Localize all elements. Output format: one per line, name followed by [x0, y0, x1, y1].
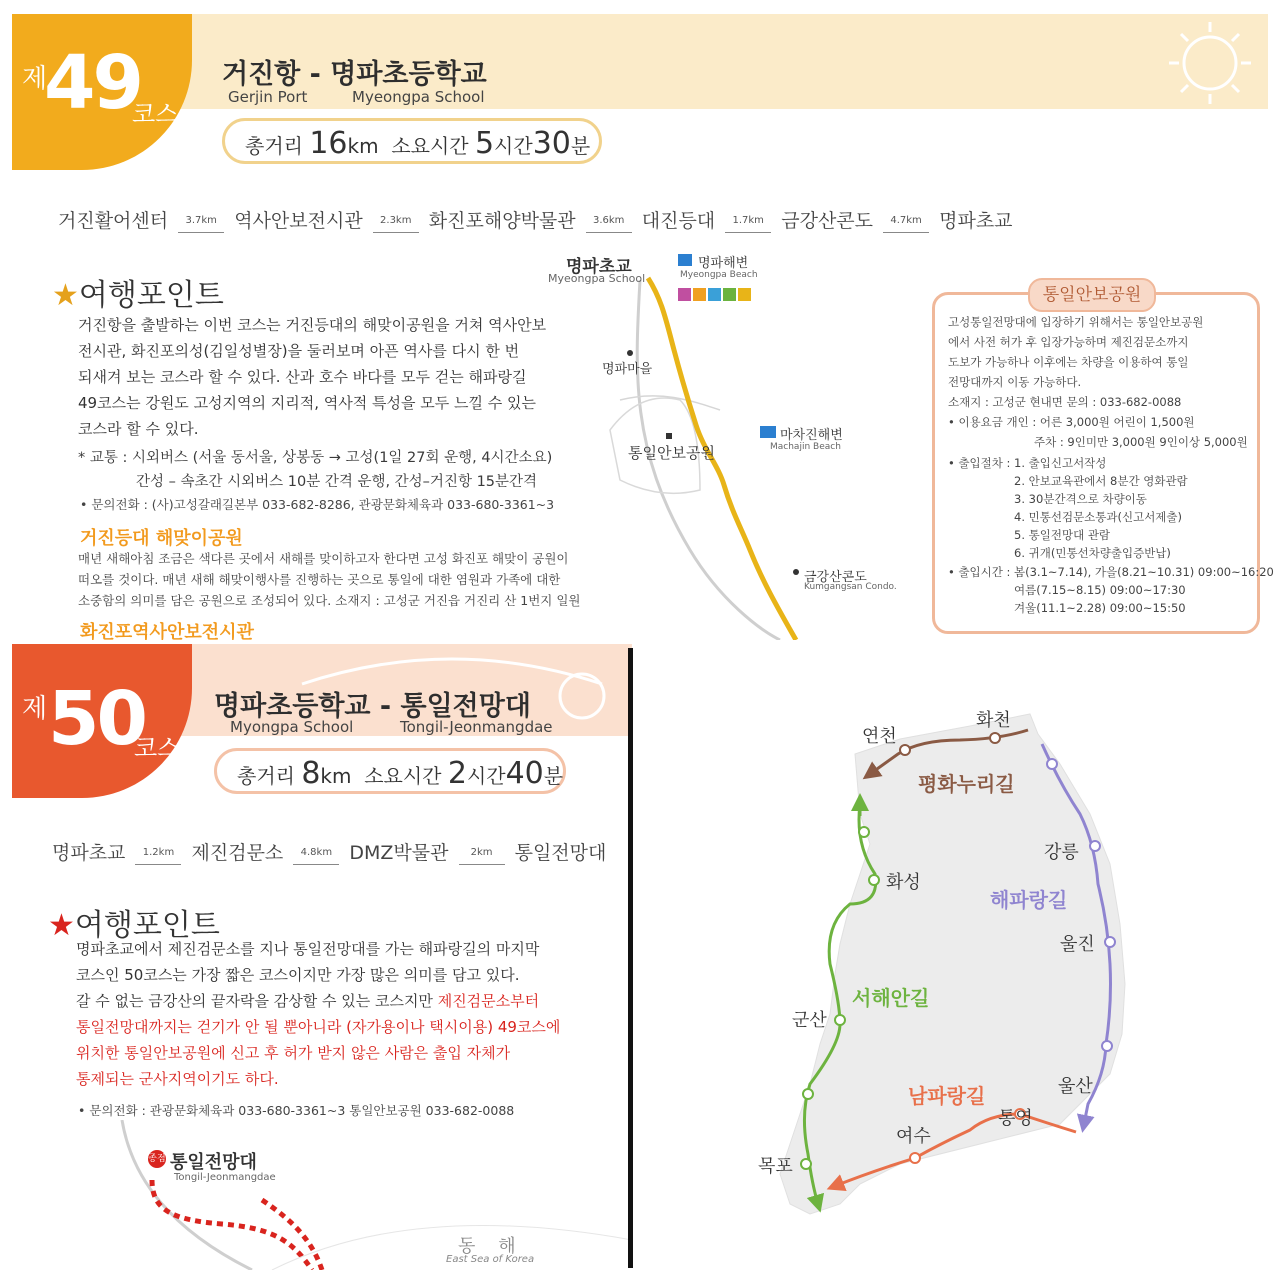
distance-label: 총거리: [245, 134, 303, 158]
time-minutes-unit: 분: [543, 764, 564, 788]
time-label: 소요시간: [391, 134, 469, 158]
contact-info: • 문의전화 : (사)고성갈래길본부 033-682-8286, 관광문화체육과 033-680-3361~3: [80, 497, 555, 512]
time-minutes-unit: 분: [570, 134, 591, 158]
map-park-label: 통일안보공원: [628, 444, 715, 462]
star-icon: ★: [52, 278, 79, 313]
subsection-title-2: 화진포역사안보전시관: [80, 622, 254, 640]
time-hours: 2: [447, 756, 467, 791]
place-yeoncheon: 연천: [862, 726, 897, 747]
route-distance: 3.7km: [178, 215, 224, 233]
transport-info: * 교통 : 시외버스 (서울 동서울, 상봉동 → 고성(1일 27회 운행, 4시간소요) 간성 – 속초간 시외버스 10분 간격 운행, 간성–거진항 15분간격: [78, 450, 553, 490]
place-gangneung: 강릉: [1044, 842, 1079, 863]
route-distance: 2.3km: [373, 215, 419, 233]
course-50-number: 50: [48, 676, 145, 762]
trail-stop-marker: [990, 733, 1000, 743]
trail-stop-marker: [1047, 759, 1057, 769]
map-beach-label: 명파해변: [698, 256, 749, 271]
route-distance: 4.7km: [883, 215, 929, 233]
course-50-panel: [12, 644, 632, 1270]
course-50-route: [52, 838, 606, 865]
course-49-description: 거진항을 출발하는 이번 코스는 거진등대의 해맞이공원을 거쳐 역사안보 전시관, 화진포의성(김일성별장)을 둘러보며 아픈 역사를 다시 한 번 되새겨 보는 코스라 할 수 있다. 산과 호수 바다를 모두 걷는 해파랑길 49코스는 강원도 고성지역의 지리적, 역사적 특성을 모두 느낄 수 있는 코스라 할 수 있다.: [78, 316, 547, 438]
trail-stop-marker: [910, 1153, 920, 1163]
course-49-sub-end: Myeongpa School: [352, 88, 485, 106]
subsection-text: 매년 새해아침 조금은 색다른 곳에서 새해를 맞이하고자 한다면 고성 화진포 해맞이 공원이 떠오를 것이다. 매년 새해 해맞이행사를 진행하는 곳으로 통일에 대한 염원과 가족에 대한 소중함의 의미를 담은 공원으로 조성되어 있다. 소재지 : 고성군 거진읍 거진리 산 1번지 일원: [78, 551, 581, 608]
time-hours: 5: [474, 126, 495, 161]
trail-stop-marker: [1102, 1041, 1112, 1051]
star-icon: ★: [48, 908, 75, 943]
distance-value: 16: [309, 126, 348, 161]
korea-trail-map-panel: [640, 644, 1280, 1280]
contact-info: • 문의전화 : 관광문화체육과 033-680-3361~3 통일안보공원 033-682-0088: [78, 1103, 515, 1118]
course-50-sub-start: Myongpa School: [230, 718, 354, 736]
route-stop: 명파초교: [52, 842, 126, 864]
course-50-title: 명파초등학교 - 통일전망대: [214, 691, 531, 722]
place-tongyeong: 통영: [998, 1108, 1033, 1129]
place-hwacheon: 화천: [976, 710, 1011, 731]
distance-value: 8: [301, 756, 321, 791]
info-procedure: • 출입절차 : 1. 출입신고서작성 2. 안보교육관에서 8분간 영화관람 3. 30분간격으로 차량이동 4. 민통선검문소통과(신고서제출) 5. 통일전망대 관람 6. 귀개(민통선차량출입증반납): [948, 456, 1188, 560]
trail-stop-marker: [869, 875, 879, 885]
course-50-summary: [214, 748, 566, 794]
sea-label: 동 해: [458, 1236, 516, 1257]
end-point-marker: 종점: [148, 1150, 166, 1168]
sun-icon: [1160, 18, 1260, 108]
course-49-header-band: [12, 14, 1268, 109]
route-stop: 명파초교: [939, 210, 1013, 232]
trail-stop-marker: [801, 1159, 811, 1169]
korea-map: [640, 644, 1280, 1280]
course-49-je: 제: [22, 64, 48, 94]
distance-label: 총거리: [237, 764, 295, 788]
time-minutes: 40: [505, 756, 544, 791]
panel-divider: [628, 648, 633, 1268]
beach-icon: [678, 254, 692, 266]
time-hours-unit: 시간: [494, 134, 533, 158]
travel-point-heading: ★여행포인트: [48, 908, 220, 943]
info-hours: • 출입시간 : 봄(3.1~7.14), 가을(8.21~10.31) 09:00~16:20 여름(7.15~8.15) 09:00~17:30 겨울(11.1~2.28) 09:00~15:50: [948, 565, 1274, 615]
distance-unit: km: [347, 134, 379, 158]
course-49-number: 49: [44, 40, 141, 126]
course-49-title: 거진항 - 명파초등학교: [222, 59, 487, 90]
place-ulsan: 울산: [1058, 1076, 1093, 1097]
trail-stop-marker: [1090, 841, 1100, 851]
course-50-je: 제: [22, 694, 48, 724]
map-machajin-label: 마차진해변: [780, 428, 843, 443]
course-50-description: 명파초교에서 제진검문소를 지나 통일전망대를 가는 해파랑길의 마지막 코스인 50코스는 가장 짧은 코스이지만 가장 많은 의미를 담고 있다. 갈 수 없는 금강산의 끝자락을 감상할 수 있는 코스지만 제진검문소부터 통일전망대까지는 걷기가 안 될 뿐아니라 (자가용이나 택시이용) 49코스에 위치한 통일안보공원에 신고 후 허가 받지 않은 사람은 출입 자체가 통제되는 군사지역이기도 하다.: [76, 940, 561, 1088]
map-condo-label-en: Kumgangsan Condo.: [804, 582, 897, 592]
subsection-title: 거진등대 해맞이공원: [80, 528, 243, 549]
trail-label-east: 해파랑길: [990, 888, 1068, 912]
trail-stop-marker: [859, 827, 869, 837]
place-gunsan: 군산: [792, 1010, 827, 1031]
trail-stop-marker: [900, 745, 910, 755]
place-yeosu: 여수: [896, 1126, 931, 1147]
course-49-sub-start: Gerjin Port: [228, 88, 308, 106]
course-49-co: 코스: [132, 100, 179, 128]
route-distance: 2km: [459, 847, 505, 865]
map-school-label: 명파초교: [566, 257, 632, 277]
map-machajin-label-en: Machajin Beach: [770, 442, 841, 452]
travel-point-heading: ★여행포인트: [52, 278, 224, 313]
route-stop: 대진등대: [641, 210, 716, 232]
map-school-label-en: Myeongpa School: [548, 272, 646, 285]
trail-label-peace: 평화누리길: [918, 772, 1015, 796]
trail-stop-marker: [803, 1089, 813, 1099]
route-stop: 거진활어센터: [58, 210, 169, 232]
trail-stop-marker: [1105, 937, 1115, 947]
course-49-summary: [222, 118, 602, 164]
place-uljin: 울진: [1060, 934, 1095, 955]
map-condo-label: 금강산콘도: [804, 570, 867, 585]
course-50-sub-end: Tongil-Jeonmangdae: [400, 718, 553, 736]
course-50-map: [112, 1120, 632, 1270]
route-distance: 3.6km: [586, 215, 632, 233]
map-village-label: 명파마을: [602, 362, 653, 377]
facility-icons: [678, 286, 752, 300]
time-hours-unit: 시간: [466, 764, 506, 788]
place-mokpo: 목포: [758, 1156, 793, 1177]
place-hwaseong: 화성: [886, 872, 921, 893]
route-stop: 통일전망대: [514, 842, 607, 864]
info-box-text: 고성통일전망대에 입장하기 위해서는 통일안보공원 에서 사전 허가 후 입장가능하며 제진검문소까지 도보가 가능하나 이후에는 차량을 이용하여 통일 전망대까지 이동 가능하다. 소재지 : 고성군 현내면 문의 : 033-682-0088 • 이용요금 개인 : 어른 3,000원 어린이 1,500원 주차 : 9인미만 3,000원 9인이상 5,000원: [948, 315, 1248, 449]
distance-unit: km: [320, 764, 352, 788]
course-50-co: 코스: [134, 734, 181, 762]
map-place-label: 통일전망대: [170, 1152, 257, 1173]
route-stop: 화진포해양박물관: [428, 210, 576, 232]
route-stop: 역사안보전시관: [234, 210, 363, 232]
sea-label-en: East Sea of Korea: [446, 1254, 535, 1265]
info-box-title: 통일안보공원: [1028, 278, 1156, 312]
beach-icon: [760, 426, 776, 438]
route-distance: 1.7km: [725, 215, 771, 233]
time-label: 소요시간: [364, 764, 442, 788]
trail-stop-marker: [835, 1015, 845, 1025]
map-beach-label-en: Myeongpa Beach: [680, 270, 758, 280]
trail-label-west: 서해안길: [852, 986, 930, 1010]
trail-label-south: 남파랑길: [908, 1084, 986, 1108]
course-49-route: [58, 206, 1013, 233]
route-stop: 금강산콘도: [781, 210, 874, 232]
route-distance: 1.2km: [135, 847, 181, 865]
time-minutes: 30: [532, 126, 571, 161]
route-stop: DMZ박물관: [349, 842, 449, 864]
route-distance: 4.8km: [293, 847, 339, 865]
route-stop: 제진검문소: [191, 842, 284, 864]
map-place-label-en: Tongil-Jeonmangdae: [174, 1172, 276, 1183]
